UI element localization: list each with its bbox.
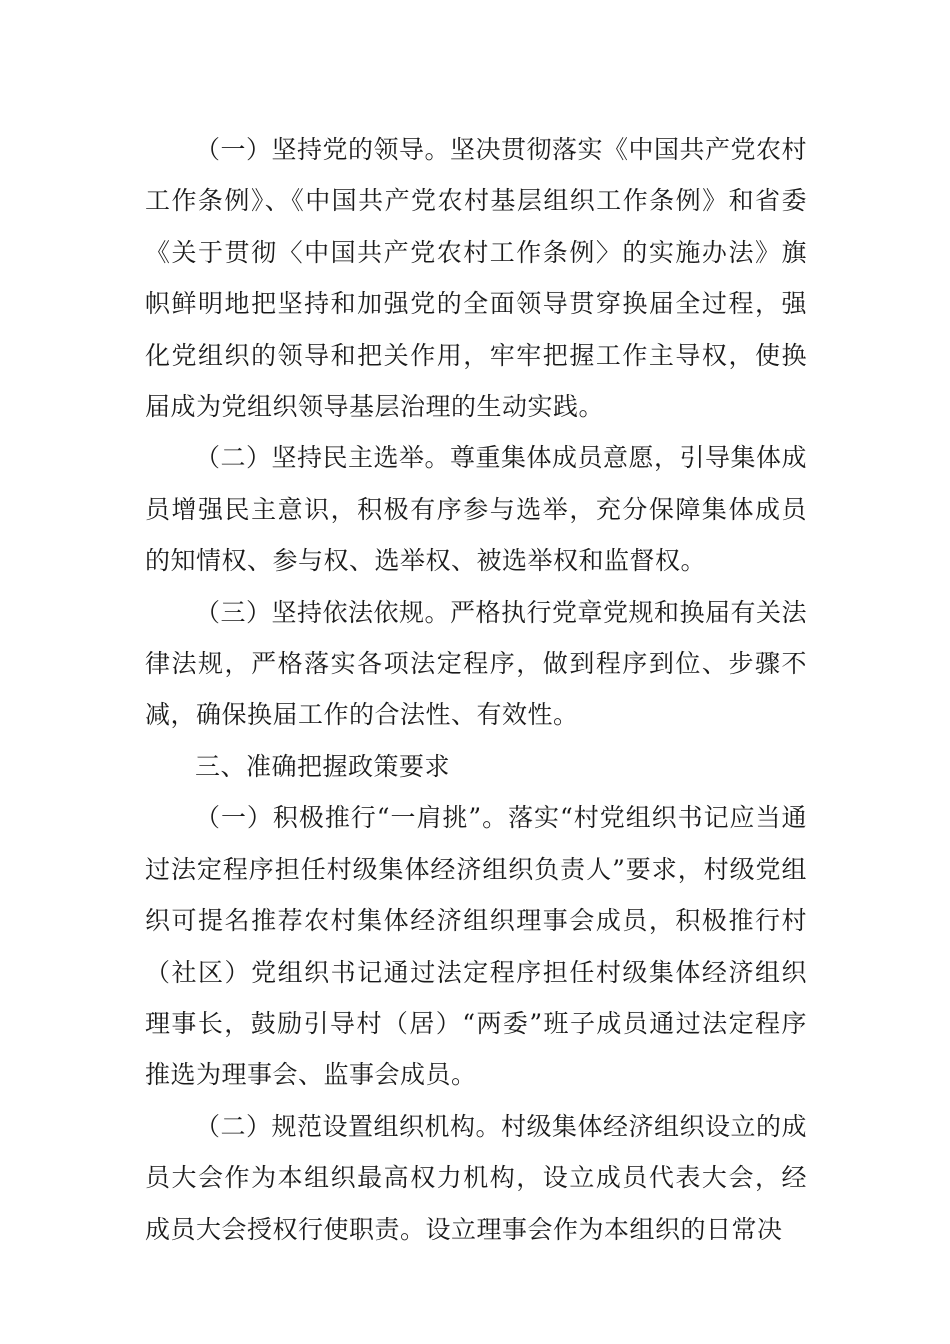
paragraph-principle-rule-of-law: （三）坚持依法依规。严格执行党章党规和换届有关法律法规，严格落实各项法定程序，做到程序到位、步骤不减，确保换届工作的合法性、有效性。	[145, 597, 808, 730]
paragraph-principle-democratic-election: （二）坚持民主选举。尊重集体成员意愿，引导集体成员增强民主意识，积极有序参与选举，充分保障集体成员的知情权、参与权、选举权、被选举权和监督权。	[145, 443, 808, 576]
paragraph-policy-organization-setup: （二）规范设置组织机构。村级集体经济组织设立的成员大会作为本组织最高权力机构，设立成员代表大会，经成员大会授权行使职责。设立理事会作为本组织的日常决	[145, 1111, 808, 1244]
paragraph-policy-one-shoulder: （一）积极推行“一肩挑”。落实“村党组织书记应当通过法定程序担任村级集体经济组织负责人”要求，村级党组织可提名推荐农村集体经济组织理事会成员，积极推行村（社区）党组织书记通过法定程序担任村级集体经济组织理事长，鼓励引导村（居）“两委”班子成员通过法定程序推选为理事会、监事会成员。	[145, 803, 807, 1090]
paragraph-principle-party-leadership: （一）坚持党的领导。坚决贯彻落实《中国共产党农村工作条例》、《中国共产党农村基层组织工作条例》和省委《关于贯彻〈中国共产党农村工作条例〉的实施办法》旗帜鲜明地把坚持和加强党的全面领导贯穿换届全过程，强化党组织的领导和把关作用，牢牢把握工作主导权，使换届成为党组织领导基层治理的生动实践。	[145, 135, 808, 422]
document-body	[145, 124, 807, 1255]
section-heading-policy-requirements: 三、准确把握政策要求	[195, 751, 451, 781]
